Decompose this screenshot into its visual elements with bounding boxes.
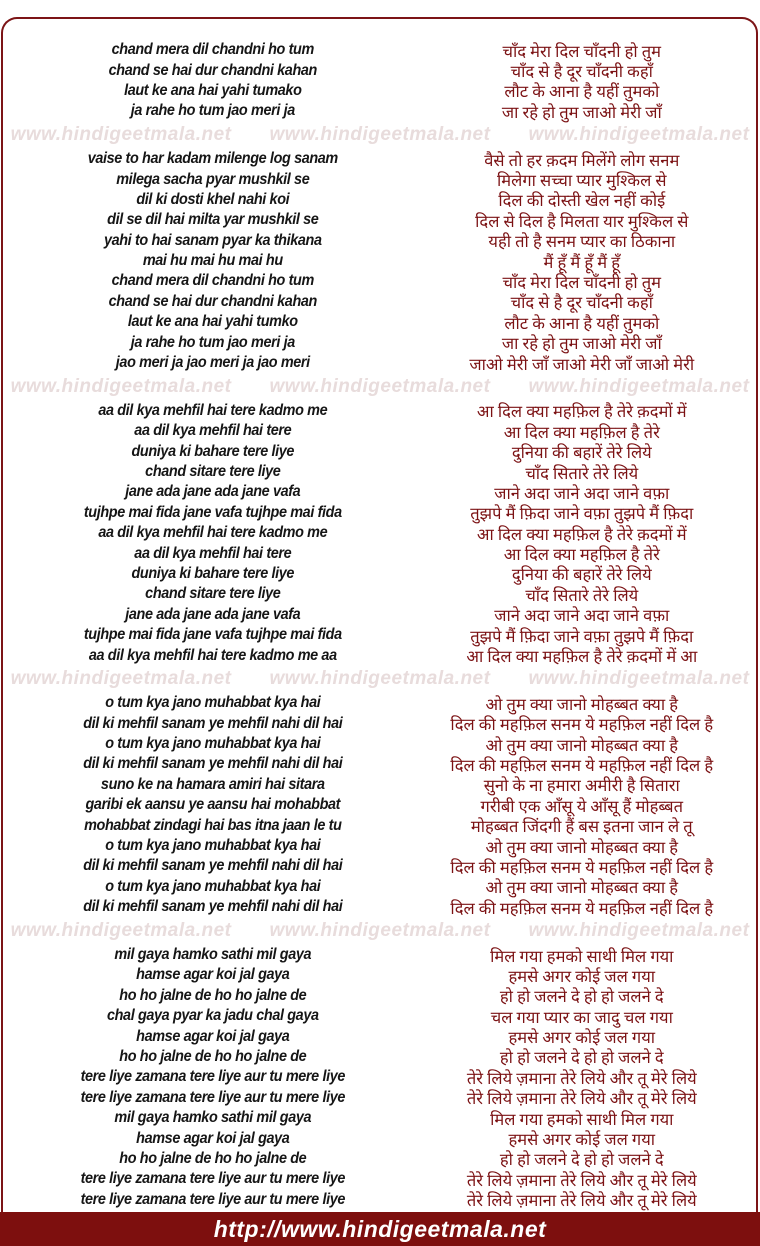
lyric-line-hindi: जाने अदा जाने अदा जाने वफ़ा <box>494 606 670 626</box>
lyric-line-hindi: ओ तुम क्या जानो मोहब्बत क्या है <box>485 694 679 714</box>
stanza-5 <box>0 945 760 1210</box>
lyric-line-row <box>0 101 760 121</box>
lyric-line-row <box>0 795 760 815</box>
lyric-line-row <box>0 1006 760 1026</box>
lyric-line-hindi: ओ तुम क्या जानो मोहब्बत क्या है <box>485 837 679 857</box>
lyric-line-hindi: मिलेगा सच्चा प्यार मुश्किल से <box>497 171 667 191</box>
lyric-line-row <box>0 1189 760 1209</box>
lyric-line-hindi: तेरे लिये ज़माना तेरे लिये और तू मेरे लिये <box>466 1068 697 1088</box>
stanza-2 <box>0 149 760 373</box>
lyric-line-english: ho ho jalne de ho ho jalne de <box>119 986 307 1004</box>
lyric-line-hindi: हो हो जलने दे हो हो जलने दे <box>499 987 664 1007</box>
lyric-line-row <box>0 775 760 795</box>
lyric-line-hindi: लौट के आना है यहीं तुमको <box>504 313 660 333</box>
lyric-line-english: ho ho jalne de ho ho jalne de <box>119 1149 307 1167</box>
lyric-line-row <box>0 251 760 271</box>
lyric-line-english: tere liye zamana tere liye aur tu mere liye <box>80 1068 346 1086</box>
lyric-line-hindi: गरीबी एक आँसू ये आँसू हैं मोहब्बत <box>480 796 684 816</box>
stanza-1 <box>0 40 760 122</box>
lyric-line-english: jane ada jane ada jane vafa <box>125 483 301 501</box>
lyric-line-english: tere liye zamana tere liye aur tu mere liye <box>80 1190 346 1208</box>
watermark-row <box>0 921 760 941</box>
lyric-line-row <box>0 169 760 189</box>
lyric-line-hindi: चाँद मेरा दिल चाँदनी हो तुम <box>502 41 662 61</box>
lyric-line-hindi: यही तो है सनम प्यार का ठिकाना <box>488 232 676 252</box>
lyric-line-english: duniya ki bahare tere liye <box>131 564 295 582</box>
footer-url: http://www.hindigeetmala.net <box>213 1215 547 1242</box>
lyric-line-hindi: दुनिया की बहारें तेरे लिये <box>511 443 652 463</box>
lyric-line-hindi: वैसे तो हर क़दम मिलेंगे लोग सनम <box>484 150 680 170</box>
watermark-text: www.hindigeetmala.net <box>10 375 232 397</box>
lyric-line-english: tujhpe mai fida jane vafa tujhpe mai fida <box>83 503 342 521</box>
lyric-line-english: dil ki mehfil sanam ye mehfil nahi dil hai <box>83 714 343 732</box>
stanza-4 <box>0 693 760 917</box>
lyric-line-row <box>0 292 760 312</box>
lyrics-sheet <box>0 17 760 1210</box>
lyric-line-english: aa dil kya mehfil hai tere kadmo me <box>98 401 328 419</box>
lyric-line-row <box>0 441 760 461</box>
lyric-line-english: chand sitare tere liye <box>145 585 281 603</box>
lyric-line-hindi: दिल की दोस्ती खेल नहीं कोई <box>498 191 666 211</box>
lyric-line-english: ho ho jalne de ho ho jalne de <box>119 1047 307 1065</box>
lyric-line-hindi: चाँद से है दूर चाँदनी कहाँ <box>510 293 653 313</box>
watermark-text: www.hindigeetmala.net <box>10 920 232 942</box>
lyric-line-row <box>0 693 760 713</box>
lyric-line-row <box>0 1169 760 1189</box>
lyric-line-hindi: चल गया प्यार का जादु चल गया <box>490 1007 673 1027</box>
lyric-line-row <box>0 877 760 897</box>
lyric-line-hindi: मैं हूँ मैं हूँ मैं हूँ <box>543 252 621 272</box>
watermark-text: www.hindigeetmala.net <box>269 375 491 397</box>
lyric-line-english: hamse agar koi jal gaya <box>136 1027 290 1045</box>
lyric-line-english: laut ke ana hai yahi tumko <box>127 313 298 331</box>
lyric-line-english: mohabbat zindagi hai bas itna jaan le tu <box>84 816 342 834</box>
lyric-line-hindi: तेरे लिये ज़माना तेरे लिये और तू मेरे लिये <box>466 1170 697 1190</box>
lyric-line-row <box>0 1128 760 1148</box>
lyric-line-row <box>0 332 760 352</box>
lyric-line-hindi: हो हो जलने दे हो हो जलने दे <box>499 1150 664 1170</box>
lyric-line-english: laut ke ana hai yahi tumako <box>124 81 302 99</box>
lyric-line-hindi: जा रहे हो तुम जाओ मेरी जाँ <box>501 334 662 354</box>
lyric-line-row <box>0 482 760 502</box>
lyric-line-row <box>0 986 760 1006</box>
watermark-text: www.hindigeetmala.net <box>269 920 491 942</box>
lyric-line-row <box>0 210 760 230</box>
lyric-line-english: chand se hai dur chandni kahan <box>108 61 317 79</box>
lyric-line-row <box>0 462 760 482</box>
lyric-line-english: o tum kya jano muhabbat kya hai <box>105 694 321 712</box>
lyric-line-row <box>0 897 760 917</box>
lyric-line-hindi: हो हो जलने दे हो हो जलने दे <box>499 1048 664 1068</box>
lyric-line-hindi: आ दिल क्या महफ़िल है तेरे क़दमों में <box>476 524 687 544</box>
lyric-line-row <box>0 1108 760 1128</box>
lyric-line-hindi: जाने अदा जाने अदा जाने वफ़ा <box>494 483 670 503</box>
lyric-line-english: yahi to hai sanam pyar ka thikana <box>103 231 322 249</box>
lyric-line-hindi: हमसे अगर कोई जल गया <box>508 1028 656 1048</box>
lyric-line-row <box>0 734 760 754</box>
lyric-line-row <box>0 421 760 441</box>
lyric-line-english: dil se dil hai milta yar mushkil se <box>107 211 319 229</box>
lyric-line-row <box>0 1026 760 1046</box>
watermark-text: www.hindigeetmala.net <box>528 375 750 397</box>
watermark-text: www.hindigeetmala.net <box>269 668 491 690</box>
lyric-line-english: chal gaya pyar ka jadu chal gaya <box>106 1007 319 1025</box>
lyric-line-english: vaise to har kadam milenge log sanam <box>87 150 338 168</box>
lyric-line-english: duniya ki bahare tere liye <box>131 442 295 460</box>
lyric-line-english: suno ke na hamara amiri hai sitara <box>100 775 325 793</box>
lyric-line-english: aa dil kya mehfil hai tere <box>134 422 292 440</box>
lyric-line-hindi: तेरे लिये ज़माना तेरे लिये और तू मेरे लिये <box>466 1089 697 1109</box>
lyric-line-english: chand mera dil chandni ho tum <box>111 41 314 59</box>
lyric-line-english: o tum kya jano muhabbat kya hai <box>105 735 321 753</box>
lyric-line-row <box>0 645 760 665</box>
lyric-line-row <box>0 190 760 210</box>
lyric-line-hindi: चाँद से है दूर चाँदनी कहाँ <box>510 62 653 82</box>
lyric-line-english: mil gaya hamko sathi mil gaya <box>114 945 312 963</box>
lyric-line-english: tujhpe mai fida jane vafa tujhpe mai fida <box>83 626 342 644</box>
lyric-line-english: jane ada jane ada jane vafa <box>125 605 301 623</box>
lyric-line-english: chand sitare tere liye <box>145 463 281 480</box>
watermark-row <box>0 669 760 689</box>
lyric-line-row <box>0 754 760 774</box>
lyric-line-row <box>0 40 760 60</box>
lyric-line-english: tere liye zamana tere liye aur tu mere liye <box>80 1170 346 1188</box>
lyric-line-hindi: दिल की महफ़िल सनम ये महफ़िल नहीं दिल है <box>450 898 714 918</box>
lyric-line-row <box>0 625 760 645</box>
lyric-line-row <box>0 836 760 856</box>
lyric-line-english: dil ki mehfil sanam ye mehfil nahi dil hai <box>83 755 343 773</box>
watermark-text: www.hindigeetmala.net <box>10 124 232 146</box>
lyric-line-english: ja rahe ho tum jao meri ja <box>130 102 295 120</box>
lyric-line-hindi: तेरे लिये ज़माना तेरे लिये और तू मेरे लिये <box>466 1191 697 1211</box>
watermark-text: www.hindigeetmala.net <box>528 920 750 942</box>
lyric-line-row <box>0 1088 760 1108</box>
lyric-line-row <box>0 714 760 734</box>
lyric-line-english: aa dil kya mehfil hai tere <box>134 544 292 562</box>
lyric-line-english: milega sacha pyar mushkil se <box>116 170 310 188</box>
lyric-line-row <box>0 965 760 985</box>
lyric-line-hindi: ओ तुम क्या जानो मोहब्बत क्या है <box>485 878 679 898</box>
lyric-line-hindi: आ दिल क्या महफ़िल है तेरे क़दमों में <box>476 402 687 422</box>
lyric-line-row <box>0 271 760 291</box>
lyric-line-row <box>0 564 760 584</box>
lyric-line-english: dil ki dosti khel nahi koi <box>136 190 290 208</box>
lyric-line-row <box>0 503 760 523</box>
lyric-line-hindi: सुनो के ना हमारा अमीरी है सितारा <box>483 776 680 796</box>
lyric-line-english: dil ki mehfil sanam ye mehfil nahi dil hai <box>83 898 343 916</box>
lyric-line-row <box>0 584 760 604</box>
lyric-line-hindi: मिल गया हमको साथी मिल गया <box>490 1109 674 1129</box>
lyric-line-hindi: दिल की महफ़िल सनम ये महफ़िल नहीं दिल है <box>450 715 714 735</box>
lyric-line-english: o tum kya jano muhabbat kya hai <box>105 877 321 895</box>
lyric-line-row <box>0 523 760 543</box>
lyric-line-hindi: आ दिल क्या महफ़िल है तेरे <box>503 545 660 565</box>
lyric-line-hindi: तुझपे मैं फ़िदा जाने वफ़ा तुझपे मैं फ़िदा <box>470 626 694 646</box>
stanza-3 <box>0 401 760 666</box>
lyric-line-hindi: दुनिया की बहारें तेरे लिये <box>511 565 652 585</box>
lyric-line-hindi: मोहब्बत जिंदगी हैं बस इतना जान ले तू <box>470 817 693 837</box>
lyric-line-english: mai hu mai hu mai hu <box>142 252 283 270</box>
lyric-line-row <box>0 312 760 332</box>
lyric-line-english: o tum kya jano muhabbat kya hai <box>105 837 321 855</box>
lyric-line-english: garibi ek aansu ye aansu hai mohabbat <box>85 796 341 814</box>
lyric-line-row <box>0 543 760 563</box>
lyric-line-hindi: दिल की महफ़िल सनम ये महफ़िल नहीं दिल है <box>450 857 714 877</box>
lyric-line-hindi: दिल की महफ़िल सनम ये महफ़िल नहीं दिल है <box>450 755 714 775</box>
lyric-line-english: aa dil kya mehfil hai tere kadmo me <box>98 524 328 542</box>
watermark-row <box>0 125 760 145</box>
lyric-line-hindi: जाओ मेरी जाँ जाओ मेरी जाँ जाओ मेरी <box>469 354 695 374</box>
lyric-line-english: jao meri ja jao meri ja jao meri <box>115 354 310 372</box>
lyric-line-row <box>0 353 760 373</box>
lyric-line-hindi: जा रहे हो तुम जाओ मेरी जाँ <box>501 102 662 122</box>
watermark-text: www.hindigeetmala.net <box>528 124 750 146</box>
lyric-line-english: tere liye zamana tere liye aur tu mere liye <box>80 1088 346 1106</box>
lyric-line-row <box>0 945 760 965</box>
lyric-line-english: hamse agar koi jal gaya <box>136 1129 290 1147</box>
lyric-line-hindi: तुझपे मैं फ़िदा जाने वफ़ा तुझपे मैं फ़िदा <box>470 504 694 524</box>
watermark-row <box>0 377 760 397</box>
lyric-line-hindi: दिल से दिल है मिलता यार मुश्किल से <box>475 211 689 231</box>
lyric-line-row <box>0 231 760 251</box>
lyric-line-row <box>0 149 760 169</box>
lyric-line-english: hamse agar koi jal gaya <box>136 966 290 984</box>
footer-bar <box>0 1212 760 1246</box>
watermark-text: www.hindigeetmala.net <box>528 668 750 690</box>
lyric-line-row <box>0 1047 760 1067</box>
lyric-line-row <box>0 815 760 835</box>
lyric-line-english: mil gaya hamko sathi mil gaya <box>114 1109 312 1127</box>
lyric-line-row <box>0 856 760 876</box>
lyric-line-row <box>0 60 760 80</box>
lyric-line-hindi: लौट के आना है यहीं तुमको <box>504 82 660 102</box>
lyric-line-english: ja rahe ho tum jao meri ja <box>130 333 295 351</box>
lyric-line-hindi: हमसे अगर कोई जल गया <box>508 966 656 986</box>
watermark-text: www.hindigeetmala.net <box>10 668 232 690</box>
lyric-line-hindi: ओ तुम क्या जानो मोहब्बत क्या है <box>485 735 679 755</box>
watermark-text: www.hindigeetmala.net <box>269 124 491 146</box>
lyric-line-hindi: मिल गया हमको साथी मिल गया <box>490 946 674 966</box>
lyric-line-hindi: आ दिल क्या महफ़िल है तेरे क़दमों में आ <box>466 647 698 667</box>
lyric-line-row <box>0 81 760 101</box>
lyric-line-hindi: हमसे अगर कोई जल गया <box>508 1130 656 1150</box>
lyric-line-english: dil ki mehfil sanam ye mehfil nahi dil hai <box>83 857 343 875</box>
lyric-line-hindi: चाँद सितारे तेरे लिये <box>525 463 639 483</box>
lyric-line-row <box>0 401 760 421</box>
lyric-line-english: aa dil kya mehfil hai tere kadmo me aa <box>88 646 337 664</box>
lyric-line-hindi: आ दिल क्या महफ़िल है तेरे <box>503 422 660 442</box>
lyric-line-hindi: चाँद मेरा दिल चाँदनी हो तुम <box>502 273 662 292</box>
lyric-line-english: chand se hai dur chandni kahan <box>108 292 317 310</box>
lyric-line-row <box>0 1067 760 1087</box>
lyric-line-row <box>0 605 760 625</box>
lyric-line-hindi: चाँद सितारे तेरे लिये <box>525 585 639 605</box>
lyric-line-english: chand mera dil chandni ho tum <box>111 272 314 290</box>
lyric-line-row <box>0 1149 760 1169</box>
